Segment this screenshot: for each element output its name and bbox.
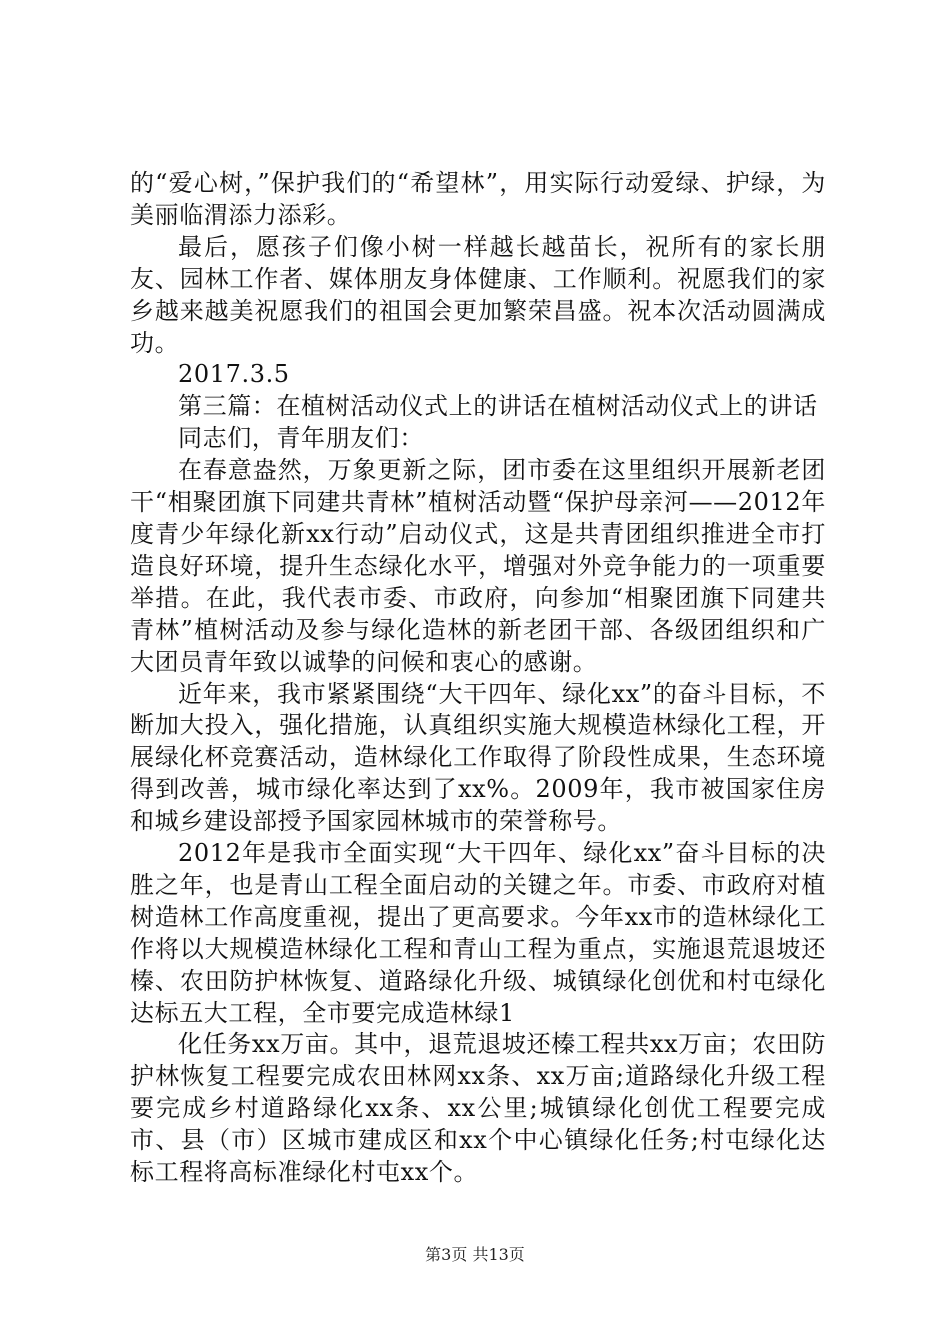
paragraph-2: 最后，愿孩子们像小树一样越长越苗长，祝所有的家长朋友、园林工作者、媒体朋友身体健康、工作顺利。祝愿我们的家乡越来越美祝愿我们的祖国会更加繁荣昌盛。祝本次活动圆满成功。 xyxy=(130,232,826,357)
paragraph-7: 近年来，我市紧紧围绕“大干四年、绿化xx”的奋斗目标，不断加大投入，强化措施，认真组织实施大规模造林绿化工程，开展绿化杯竞赛活动，造林绿化工作取得了阶段性成果，生态环境得到改善，城市绿化率达到了xx%。2009年，我市被国家住房和城乡建设部授予国家园林城市的荣誉称号。 xyxy=(130,679,826,836)
paragraph-6: 在春意盎然，万象更新之际，团市委在这里组织开展新老团干“相聚团旗下同建共青林”植树活动暨“保护母亲河——2012年度青少年绿化新xx行动”启动仪式，这是共青团组织推进全市打造良好环境，提升生态绿化水平，增强对外竞争能力的一项重要举措。在此，我代表市委、市政府，向参加“相聚团旗下同建共青林”植树活动及参与绿化造林的新老团干部、各级团组织和广大团员青年致以诚挚的问候和衷心的感谢。 xyxy=(130,456,826,676)
document-body xyxy=(130,168,826,1189)
paragraph-1: 的“爱心树，”保护我们的“希望林”，用实际行动爱绿、护绿，为美丽临渭添力添彩。 xyxy=(130,169,826,229)
date-line: 2017.3.5 xyxy=(178,360,290,389)
page-footer: 第3页 共13页 xyxy=(425,1245,525,1264)
paragraph-8: 2012年是我市全面实现“大干四年、绿化xx”奋斗目标的决胜之年，也是青山工程全面启动的关键之年。市委、市政府对植树造林工作高度重视，提出了更高要求。今年xx市的造林绿化工作将以大规模造林绿化工程和青山工程为重点，实施退荒退坡还榛、农田防护林恢复、道路绿化升级、城镇绿化创优和村屯绿化达标五大工程，全市要完成造林绿1 xyxy=(130,839,826,1027)
salutation: 同志们，青年朋友们： xyxy=(178,424,424,453)
section-heading: 第三篇：在植树活动仪式上的讲话在植树活动仪式上的讲话 xyxy=(178,392,818,421)
paragraph-9: 化任务xx万亩。其中，退荒退坡还榛工程共xx万亩；农田防护林恢复工程要完成农田林网xx条、xx万亩;道路绿化升级工程要完成乡村道路绿化xx条、xx公里;城镇绿化创优工程要完成市、县（市）区城市建成区和xx个中心镇绿化任务;村屯绿化达标工程将高标准绿化村屯xx个。 xyxy=(130,1030,826,1187)
